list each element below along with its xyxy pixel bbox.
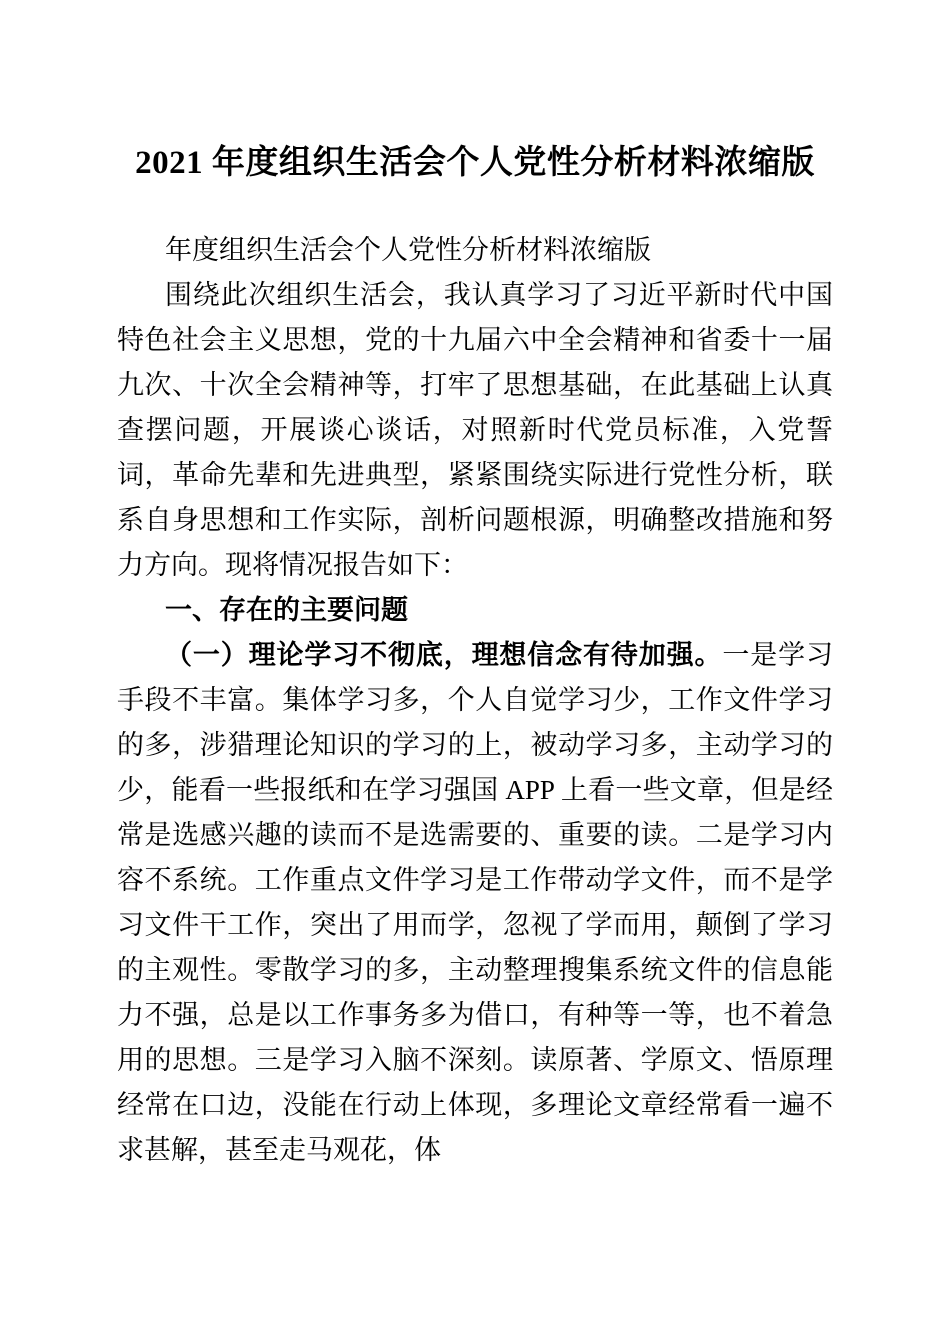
paragraph-intro: 围绕此次组织生活会，我认真学习了习近平新时代中国特色社会主义思想，党的十九届六中全会精神和省委十一届九次、十次全会精神等，打牢了思想基础，在此基础上认真查摆问题，开展谈心谈话，对照新时代党员标准，入党誓词，革命先辈和先进典型，紧紧围绕实际进行党性分析，联系自身思想和工作实际，剖析问题根源，明确整改措施和努力方向。现将情况报告如下： (117, 280, 833, 580)
document-title: 2021 年度组织生活会个人党性分析材料浓缩版 (135, 145, 815, 181)
paragraph-subtitle-line: 年度组织生活会个人党性分析材料浓缩版 (165, 235, 651, 265)
item-1-lead-sentence: （一）理论学习不彻底，理想信念有待加强。 (165, 640, 723, 670)
paragraph-section-1-item-1 (117, 633, 833, 1173)
item-1-body-text: 一是学习手段不丰富。集体学习多，个人自觉学习少，工作文件学习的多，涉猎理论知识的学习的上，被动学习多，主动学习的少，能看一些报纸和在学习强国 APP 上看一些文章，但是经常是选感兴趣的读而不是选需要的、重要的读。二是学习内容不系统。工作重点文件学习是工作带动学文件，而不是学习文件干工作，突出了用而学，忽视了学而用，颠倒了学习的主观性。零散学习的多，主动整理搜集系统文件的信息能力不强，总是以工作事务多为借口，有种等一等，也不着急用的思想。三是学习入脑不深刻。读原著、学原文、悟原理经常在口边，没能在行动上体现，多理论文章经常看一遍不求甚解，甚至走马观花，体 (117, 640, 833, 1165)
section-1-heading: 一、存在的主要问题 (165, 595, 408, 625)
